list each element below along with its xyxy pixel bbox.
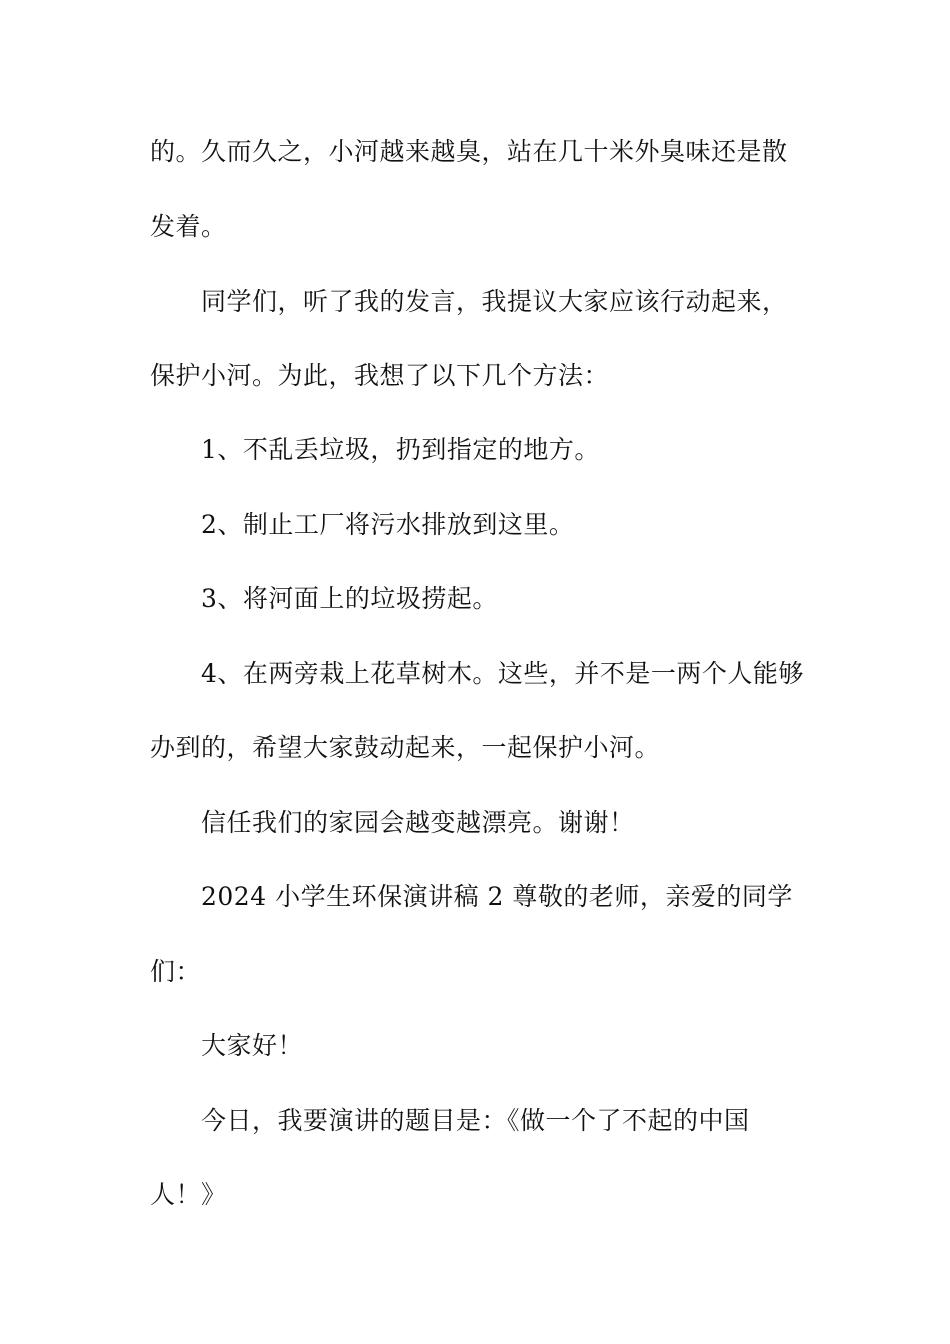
paragraph-line: 2024 小学生环保演讲稿 2 尊敬的老师，亲爱的同学 (201, 882, 793, 911)
list-item-1: 1、不乱丢垃圾，扔到指定的地方。 (201, 435, 600, 464)
text-line: 发着。 (150, 212, 227, 241)
list-item-2: 2、制止工厂将污水排放到这里。 (201, 510, 575, 539)
list-item-4: 4、在两旁栽上花草树木。这些，并不是一两个人能够 (201, 659, 804, 688)
text-line: 的。久而久之，小河越来越臭，站在几十米外臭味还是散 (150, 137, 788, 166)
paragraph-line: 大家好！ (201, 1031, 304, 1060)
paragraph-line: 信任我们的家园会越变越漂亮。谢谢！ (201, 808, 635, 837)
list-item-3: 3、将河面上的垃圾捞起。 (201, 584, 498, 613)
text-line: 们： (150, 957, 202, 986)
text-line: 人！》 (150, 1180, 227, 1209)
paragraph-line: 今日，我要演讲的题目是：《做一个了不起的中国 (201, 1106, 750, 1135)
paragraph-line: 同学们，听了我的发言，我提议大家应该行动起来， (201, 287, 788, 316)
text-line: 保护小河。为此，我想了以下几个方法： (150, 361, 610, 390)
text-line: 办到的，希望大家鼓动起来，一起保护小河。 (150, 733, 661, 762)
